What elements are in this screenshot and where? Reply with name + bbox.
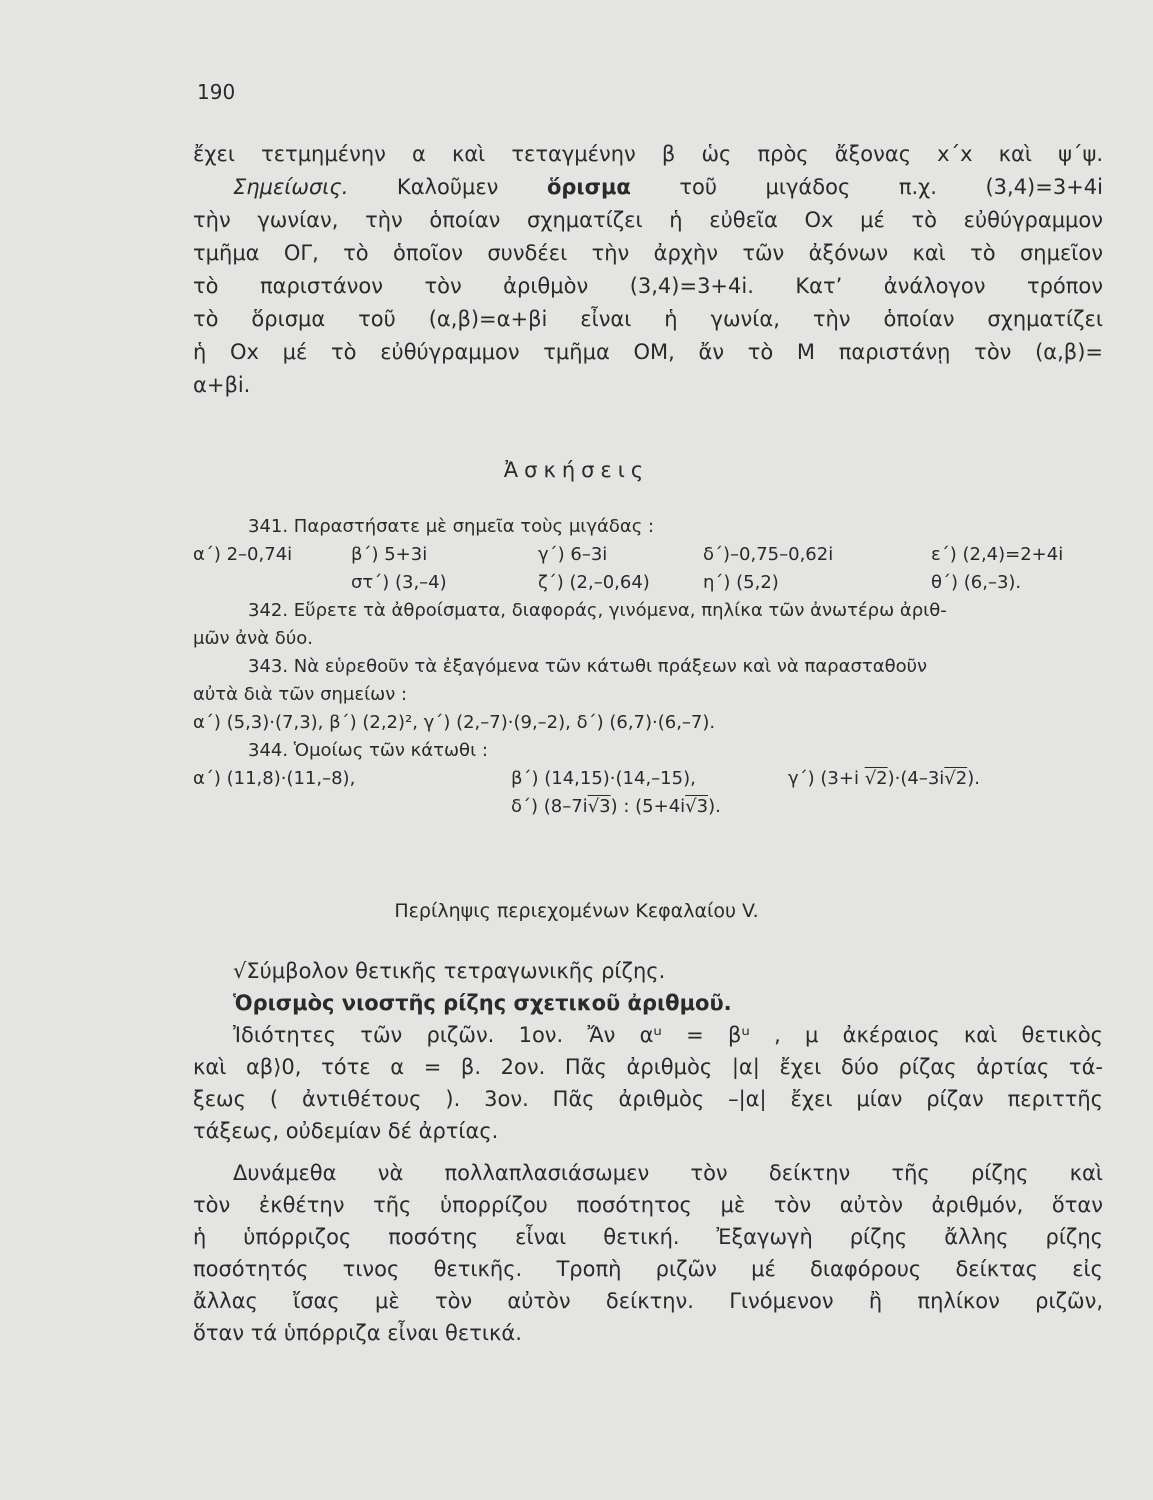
text-line: τὸ παριστάνον τὸν ἀριθμὸν (3,4)=3+4i. Κατ’ ἀνάλογον τρόπον xyxy=(193,274,1103,298)
exercise-341-row2 xyxy=(193,569,1103,597)
text-fragment: γ΄) (3+i xyxy=(788,768,865,789)
text-line: τὸν ἐκθέτην τῆς ὑπορρίζου ποσότητος μὲ τὸν αὐτὸν ἀριθμόν, ὅταν xyxy=(193,1193,1103,1217)
exercise-342-line2 xyxy=(193,625,1103,653)
text-fragment: Σύμβολον θετικῆς τετραγωνικῆς ρίζης. xyxy=(246,959,666,983)
exercise-text: 341. Παραστήσατε μὲ σημεῖα τοὺς μιγάδας : xyxy=(248,516,655,537)
radical: √2 xyxy=(944,768,968,789)
exercise-343-line3 xyxy=(193,709,1103,737)
exercise-text: αὐτὰ διὰ τῶν σημείων : xyxy=(193,684,408,705)
text-line: ἄλλας ἴσας μὲ τὸν αὐτὸν δείκτην. Γινόμενον ἢ πηλίκον ριζῶν, xyxy=(193,1289,1103,1313)
text-line: ἡ Ox μέ τὸ εὐθύγραμμον τμῆμα OM, ἄν τὸ M παριστάνῃ τὸν (α,β)= xyxy=(193,340,1103,364)
exercise-text: 344. Ὁμοίως τῶν κάτωθι : xyxy=(248,740,488,761)
text-line: Ὁρισμὸς νιοστῆς ρίζης σχετικοῦ ἀριθμοῦ. xyxy=(233,991,732,1015)
exercises-block xyxy=(193,513,1103,821)
exercise-text: μῶν ἀνὰ δύο. xyxy=(193,628,313,649)
text-line: τὸ ὅρισμα τοῦ (α,β)=α+βi εἶναι ἡ γωνία, τὴν ὁποίαν σχηματίζει xyxy=(193,307,1103,331)
argument-note-paragraph xyxy=(193,138,1103,402)
text-line: ὅταν τά ὑπόρριζα εἶναι θετικά. xyxy=(193,1321,522,1345)
note-label: Σημείωσις. xyxy=(233,175,349,199)
exercise-item: ε΄) (2,4)=2+4i xyxy=(931,544,1064,565)
summary-title: Περίληψις περιεχομένων Κεφαλαίου V. xyxy=(394,900,759,922)
exercise-item: δ΄)–0,75–0,62i xyxy=(703,544,834,565)
exercise-343-line1 xyxy=(193,653,1103,681)
text-line: Δυνάμεθα νὰ πολλαπλασιάσωμεν τὸν δείκτην τῆς ρίζης καὶ xyxy=(233,1161,1103,1185)
text-line: καὶ αβ⟩0, τότε α = β. 2ον. Πᾶς ἀριθμὸς |α| ἔχει δύο ρίζας ἀρτίας τά- xyxy=(193,1055,1103,1079)
radical: √3 xyxy=(587,796,611,817)
exercise-text: 343. Νὰ εὑρεθοῦν τὰ ἐξαγόμενα τῶν κάτωθι πράξεων καὶ νὰ παρασταθοῦν xyxy=(248,656,928,677)
exercise-item: α΄) (11,8)·(11,–8), xyxy=(193,768,356,789)
exercise-341-title xyxy=(193,513,1103,541)
text-fragment: ) : (5+4i xyxy=(610,796,686,817)
text-fragment: )·(4–3i xyxy=(887,768,945,789)
text-fragment: τοῦ μιγάδος π.χ. (3,4)=3+4i xyxy=(630,175,1103,199)
text-line xyxy=(193,955,1103,987)
exercise-item: α΄) 2–0,74i xyxy=(193,544,293,565)
text-fragment: Καλοῦμεν xyxy=(348,175,547,199)
exercise-item xyxy=(788,765,980,793)
summary-block xyxy=(193,955,1103,1349)
text-line: τάξεως, οὐδεμίαν δέ ἀρτίας. xyxy=(193,1119,499,1143)
exercise-item: η΄) (5,2) xyxy=(703,572,779,593)
text-fragment: δ΄) (8–7i xyxy=(511,796,588,817)
text-line: ἡ ὑπόρριζος ποσότης εἶναι θετική. Ἐξαγωγὴ ρίζης ἄλλης ρίζης xyxy=(193,1225,1103,1249)
exercise-item: ζ΄) (2,–0,64) xyxy=(538,572,650,593)
exercise-item: στ΄) (3,–4) xyxy=(351,572,447,593)
exercise-item: β΄) 5+3i xyxy=(351,544,428,565)
exercise-343-line2 xyxy=(193,681,1103,709)
text-line: τμῆμα ΟΓ, τὸ ὁποῖον συνδέει τὴν ἀρχὴν τῶν ἀξόνων καὶ τὸ σημεῖον xyxy=(193,241,1103,265)
exercise-342-line1 xyxy=(193,597,1103,625)
exercise-item xyxy=(511,793,721,821)
radical: √3 xyxy=(685,796,709,817)
text-fragment: ). xyxy=(708,796,721,817)
text-line: ἔχει τετμημένην α καὶ τεταγμένην β ὡς πρὸς ἄξονας x΄x καὶ ψ΄ψ. xyxy=(193,142,1103,166)
radical: √2 xyxy=(864,768,888,789)
exercise-item: γ΄) 6–3i xyxy=(538,544,608,565)
page-number: 190 xyxy=(197,80,236,104)
radical-symbol: √ xyxy=(233,959,247,983)
text-line xyxy=(193,171,1103,204)
exercise-text: 342. Εὕρετε τὰ ἀθροίσματα, διαφοράς, γινόμενα, πηλίκα τῶν ἀνωτέρω ἀριθ- xyxy=(248,600,947,621)
text-line: ποσότητός τινος θετικῆς. Τροπὴ ριζῶν μέ διαφόρους δείκτας εἰς xyxy=(193,1257,1103,1281)
exercise-344-row1 xyxy=(193,765,1103,793)
exercise-item: θ΄) (6,–3). xyxy=(931,572,1022,593)
text-line: Ἰδιότητες τῶν ριζῶν. 1ον. Ἄν αᵘ = βᵘ , μ ἀκέραιος καὶ θετικὸς xyxy=(233,1023,1103,1047)
text-fragment: ). xyxy=(967,768,980,789)
exercise-text: α΄) (5,3)·(7,3), β΄) (2,2)², γ΄) (2,–7)·(9,–2), δ΄) (6,7)·(6,–7). xyxy=(193,712,716,733)
exercise-344-row2 xyxy=(193,793,1103,821)
text-line: ξεως ( ἀντιθέτους ). 3ον. Πᾶς ἀριθμὸς –|α| ἔχει μίαν ρίζαν περιττῆς xyxy=(193,1087,1103,1111)
term-bold: ὅρισμα xyxy=(546,175,631,199)
text-line: α+βi. xyxy=(193,373,251,397)
text-line: τὴν γωνίαν, τὴν ὁποίαν σχηματίζει ἡ εὐθεῖα Ox μέ τὸ εὐθύγραμμον xyxy=(193,208,1103,232)
exercise-344-title xyxy=(193,737,1103,765)
exercise-341-row1 xyxy=(193,541,1103,569)
exercise-item: β΄) (14,15)·(14,–15), xyxy=(511,768,696,789)
exercises-heading: Ἀσκήσεις xyxy=(503,458,650,482)
